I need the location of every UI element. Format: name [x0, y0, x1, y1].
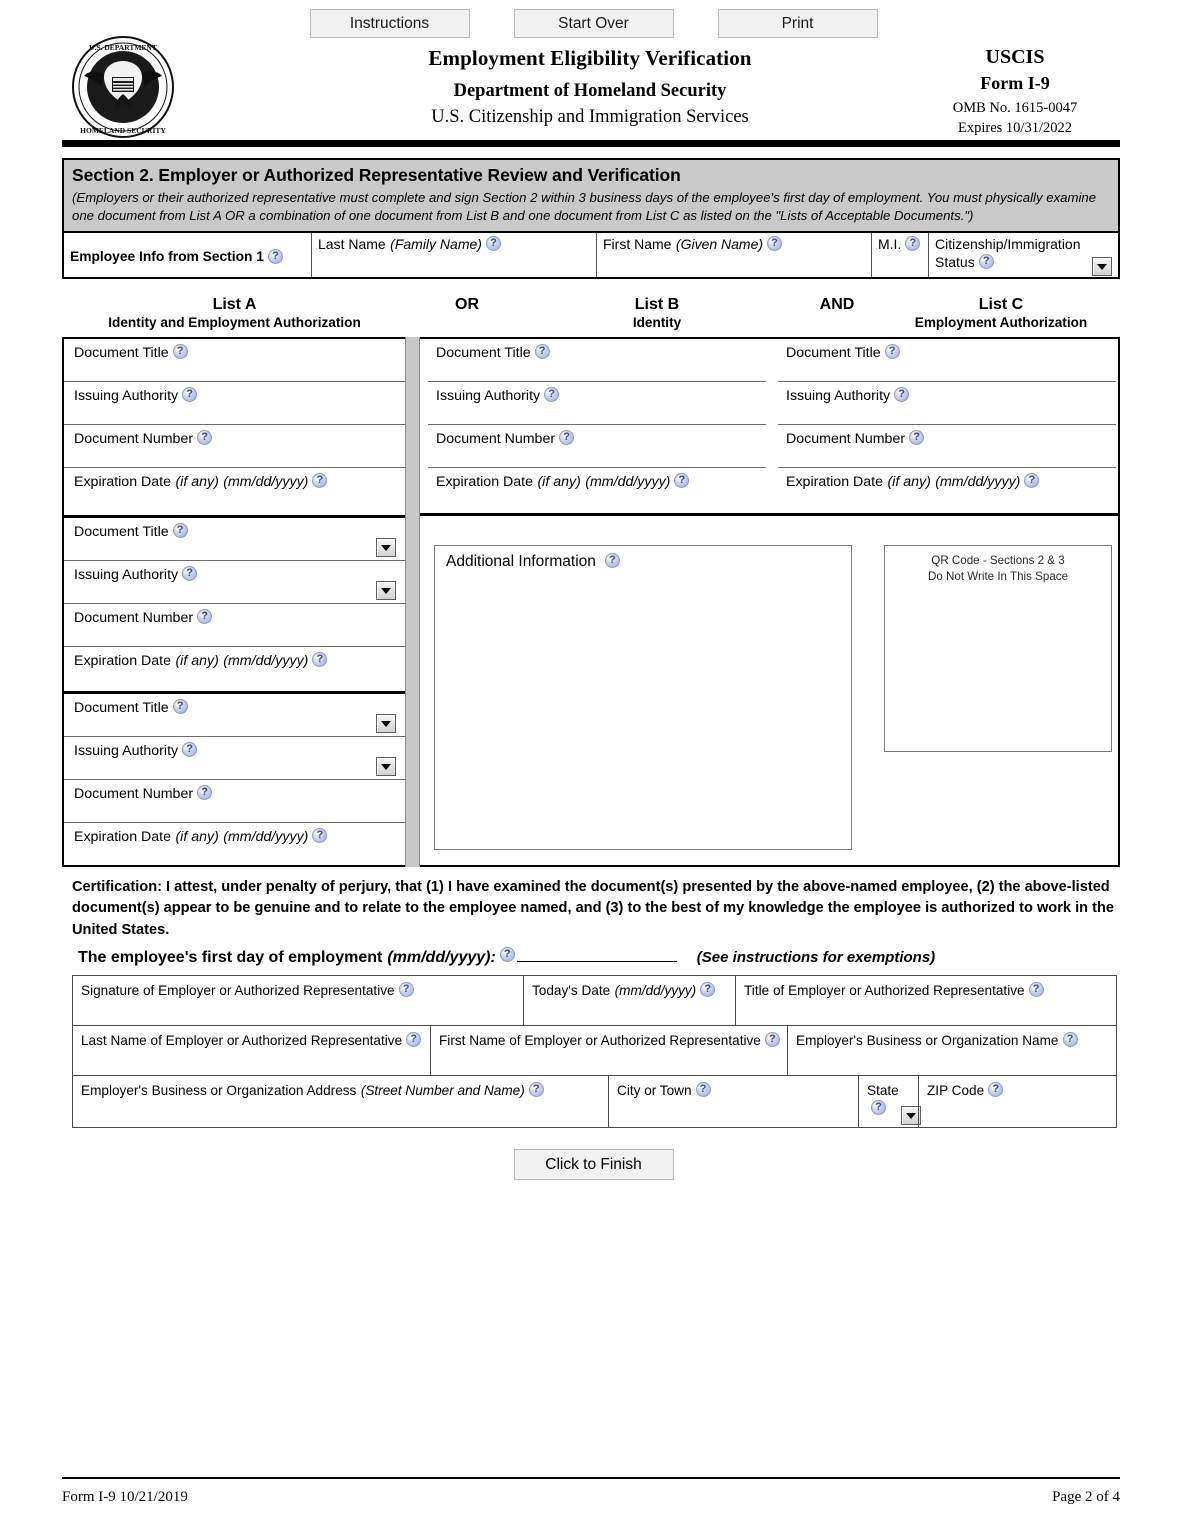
chevron-down-icon[interactable] — [376, 581, 396, 600]
footer-divider — [62, 1477, 1120, 1479]
help-icon[interactable] — [871, 1100, 886, 1115]
department-name: Department of Homeland Security — [453, 81, 727, 101]
employer-signature-label: Signature of Employer or Authorized Representative — [81, 983, 395, 998]
help-icon[interactable] — [486, 236, 501, 251]
chevron-down-icon[interactable] — [376, 714, 396, 733]
document-title-label: Document Title — [74, 345, 169, 361]
employer-city-field[interactable] — [608, 1076, 858, 1127]
footer-form-reference: Form I-9 10/21/2019 — [62, 1489, 188, 1505]
qr-code-placeholder — [884, 545, 1112, 752]
help-icon[interactable] — [529, 1082, 544, 1097]
document-number-field[interactable] — [64, 604, 405, 647]
click-to-finish-button[interactable]: Click to Finish — [514, 1149, 674, 1180]
help-icon[interactable] — [182, 387, 197, 402]
help-icon[interactable] — [173, 699, 188, 714]
first-name-label: First Name — [603, 236, 672, 253]
expiration-date-format: (mm/dd/yyyy) — [585, 474, 671, 490]
document-number-label: Document Number — [74, 431, 194, 447]
last-name-label-italic: (Family Name) — [390, 236, 482, 253]
todays-date-label: Today's Date — [532, 983, 611, 998]
expiration-date-ifany: (if any) — [175, 474, 219, 490]
first-day-format: (mm/dd/yyyy): — [387, 949, 496, 966]
first-day-label: The employee's first day of employment — [78, 949, 383, 966]
help-icon[interactable] — [500, 947, 515, 962]
and-connector: AND — [819, 296, 855, 313]
help-icon[interactable] — [988, 1082, 1003, 1097]
expiration-date-format: (mm/dd/yyyy) — [223, 474, 309, 490]
employer-last-name-label: Last Name of Employer or Authorized Representative — [81, 1033, 403, 1048]
employer-address-format: (Street Number and Name) — [360, 1083, 525, 1098]
top-toolbar — [0, 9, 1187, 38]
chevron-down-icon[interactable] — [376, 538, 396, 557]
help-icon[interactable] — [700, 982, 715, 997]
employer-title-label: Title of Employer or Authorized Representative — [744, 983, 1025, 998]
help-icon[interactable] — [197, 785, 212, 800]
help-icon[interactable] — [674, 473, 689, 488]
employee-info-row — [64, 231, 1118, 277]
document-number-field[interactable] — [64, 780, 405, 823]
expiration-date-ifany: (if any) — [175, 653, 219, 669]
employee-info-label-cell — [64, 233, 312, 277]
expiration-date-field[interactable] — [778, 468, 1116, 511]
table-row — [73, 1026, 1116, 1076]
section2-title: Section 2. Employer or Authorized Representative Review and Verification — [72, 165, 681, 185]
list-a-document-1 — [64, 339, 405, 513]
list-a-column-separator — [405, 337, 420, 867]
chevron-down-icon[interactable] — [1092, 257, 1112, 276]
section2-container — [62, 158, 1120, 279]
expiration-date-field[interactable] — [64, 823, 405, 866]
help-icon[interactable] — [1029, 982, 1044, 997]
help-icon[interactable] — [197, 609, 212, 624]
form-expiration: Expires 10/31/2022 — [958, 120, 1072, 136]
header-divider — [62, 140, 1120, 147]
list-a-title: List A — [212, 296, 257, 313]
expiration-date-label: Expiration Date — [74, 474, 171, 490]
employer-first-name-field[interactable] — [430, 1026, 787, 1075]
list-headings — [62, 296, 1120, 336]
omb-number: OMB No. 1615-0047 — [952, 100, 1078, 116]
help-icon[interactable] — [535, 344, 550, 359]
help-icon[interactable] — [173, 523, 188, 538]
document-title-label: Document Title — [436, 345, 531, 361]
help-icon[interactable] — [312, 828, 327, 843]
document-number-label: Document Number — [786, 431, 906, 447]
instructions-button[interactable]: Instructions — [310, 9, 470, 38]
employer-business-name-field[interactable] — [787, 1026, 1116, 1075]
middle-initial-label: M.I. — [878, 236, 902, 253]
see-instructions-note: (See instructions for exemptions) — [696, 949, 936, 966]
issuing-authority-label: Issuing Authority — [74, 743, 179, 759]
help-icon[interactable] — [1063, 1032, 1078, 1047]
expiration-date-label: Expiration Date — [74, 829, 171, 845]
expiration-date-ifany: (if any) — [887, 474, 931, 490]
additional-information-zone — [420, 516, 1118, 865]
qr-code-label-line2: Do Not Write In This Space — [927, 570, 1069, 584]
section2-note: (Employers or their authorized representative must complete and sign Section 2 within 3 business days of the employee's first day of employment. You must physically examine one document from List A OR a combination of one document from List B and one document from List C as listed on the "Lists of Acceptable Documents.") — [72, 190, 1097, 223]
issuing-authority-label: Issuing Authority — [74, 388, 179, 404]
document-title-field[interactable] — [64, 694, 405, 737]
document-number-field[interactable] — [64, 425, 405, 468]
help-icon[interactable] — [979, 254, 994, 269]
chevron-down-icon[interactable] — [376, 757, 396, 776]
list-c-subtitle: Employment Authorization — [914, 315, 1088, 330]
expiration-date-format: (mm/dd/yyyy) — [935, 474, 1021, 490]
help-icon[interactable] — [885, 344, 900, 359]
issuing-authority-label: Issuing Authority — [786, 388, 891, 404]
list-a-document-3 — [64, 691, 405, 865]
employer-zip-label: ZIP Code — [927, 1083, 985, 1098]
help-icon[interactable] — [182, 742, 197, 757]
list-a-subtitle: Identity and Employment Authorization — [108, 315, 361, 330]
employee-info-label: Employee Info from Section 1 — [70, 249, 264, 265]
help-icon[interactable] — [544, 387, 559, 402]
footer-page-number: Page 2 of 4 — [1052, 1489, 1120, 1505]
employer-state-label: State — [867, 1083, 899, 1098]
help-icon[interactable] — [197, 430, 212, 445]
employer-certification-table — [72, 975, 1117, 1128]
employer-city-label: City or Town — [617, 1083, 692, 1098]
expiration-date-field[interactable] — [428, 468, 766, 511]
first-day-input[interactable] — [517, 946, 677, 962]
help-icon[interactable] — [1024, 473, 1039, 488]
certification-text: Certification: I attest, under penalty of perjury, that (1) I have examined the document(s) presented by the above-named employee, (2) the above-listed document(s) appear to be genuine and to relate to the employee named, and (3) to the best of my knowledge the employee is authorized to work in the United States. — [72, 879, 1114, 938]
issuing-authority-field[interactable] — [64, 382, 405, 425]
start-over-button[interactable]: Start Over — [514, 9, 674, 38]
first-name-label-italic: (Given Name) — [675, 236, 764, 253]
expiration-date-format: (mm/dd/yyyy) — [223, 653, 309, 669]
expiration-date-label: Expiration Date — [786, 474, 883, 490]
help-icon[interactable] — [905, 236, 920, 251]
help-icon[interactable] — [399, 982, 414, 997]
help-icon[interactable] — [909, 430, 924, 445]
document-number-field[interactable] — [778, 425, 1116, 468]
citizenship-status-label: Citizenship/Immigration Status — [935, 236, 1081, 271]
first-day-of-employment-row — [78, 946, 1118, 967]
list-b-c-wrapper — [420, 339, 1116, 514]
document-title-label: Document Title — [74, 524, 169, 540]
employer-title-field[interactable] — [735, 976, 1116, 1025]
document-title-label: Document Title — [786, 345, 881, 361]
expiration-date-ifany: (if any) — [537, 474, 581, 490]
help-icon[interactable] — [312, 473, 327, 488]
employer-last-name-field[interactable] — [73, 1026, 430, 1075]
document-title-field[interactable] — [428, 339, 766, 382]
help-icon[interactable] — [173, 344, 188, 359]
employer-address-field[interactable] — [73, 1076, 608, 1127]
additional-information-label: Additional Information — [446, 553, 596, 570]
document-number-label: Document Number — [74, 786, 194, 802]
help-icon[interactable] — [559, 430, 574, 445]
help-icon[interactable] — [268, 249, 283, 264]
issuing-authority-field[interactable] — [64, 737, 405, 780]
document-title-field[interactable] — [64, 518, 405, 561]
help-icon[interactable] — [696, 1082, 711, 1097]
form-header-center — [250, 46, 930, 128]
middle-initial-field[interactable] — [872, 233, 929, 277]
employer-address-label: Employer's Business or Organization Address — [81, 1083, 357, 1098]
help-icon[interactable] — [312, 652, 327, 667]
list-a-heading — [62, 296, 407, 330]
last-name-label: Last Name — [318, 236, 386, 253]
list-b-title: List B — [634, 296, 680, 313]
svg-text:HOMELAND SECURITY: HOMELAND SECURITY — [80, 126, 166, 135]
expiration-date-field[interactable] — [64, 647, 405, 690]
todays-date-field[interactable] — [523, 976, 735, 1025]
or-connector: OR — [455, 296, 479, 313]
svg-text:U.S. DEPARTMENT: U.S. DEPARTMENT — [89, 43, 157, 52]
help-icon[interactable] — [767, 236, 782, 251]
issuing-authority-field[interactable] — [64, 561, 405, 604]
documents-grid — [62, 337, 1120, 867]
print-button[interactable]: Print — [718, 9, 878, 38]
expiration-date-field[interactable] — [64, 468, 405, 511]
employer-signature-field[interactable] — [73, 976, 523, 1025]
employer-first-name-label: First Name of Employer or Authorized Representative — [439, 1033, 761, 1048]
employer-state-field[interactable] — [858, 1076, 918, 1127]
list-b-document — [428, 339, 766, 511]
finish-button-row — [0, 1149, 1187, 1180]
document-title-field[interactable] — [778, 339, 1116, 382]
citizenship-status-field[interactable] — [929, 233, 1118, 277]
first-name-field[interactable] — [597, 233, 872, 277]
help-icon[interactable] — [765, 1032, 780, 1047]
document-title-label: Document Title — [74, 700, 169, 716]
employer-zip-field[interactable] — [918, 1076, 1116, 1127]
list-a-document-2 — [64, 515, 405, 689]
form-header-right — [905, 46, 1125, 137]
help-icon[interactable] — [182, 566, 197, 581]
agency-name: U.S. Citizenship and Immigration Services — [431, 107, 749, 127]
help-icon[interactable] — [406, 1032, 421, 1047]
table-row — [73, 1076, 1116, 1127]
additional-information-input[interactable] — [434, 545, 852, 850]
expiration-date-label: Expiration Date — [74, 653, 171, 669]
list-b-subtitle: Identity — [632, 315, 682, 330]
form-number: Form I-9 — [980, 73, 1050, 93]
help-icon[interactable] — [605, 553, 620, 568]
last-name-field[interactable] — [312, 233, 597, 277]
issuing-authority-field[interactable] — [428, 382, 766, 425]
list-c-heading — [882, 296, 1120, 330]
list-c-title: List C — [978, 296, 1024, 313]
document-number-label: Document Number — [436, 431, 556, 447]
issuing-authority-field[interactable] — [778, 382, 1116, 425]
page-title: Employment Eligibility Verification — [428, 46, 752, 70]
document-number-label: Document Number — [74, 610, 194, 626]
document-title-field[interactable] — [64, 339, 405, 382]
table-row — [73, 976, 1116, 1026]
issuing-authority-label: Issuing Authority — [436, 388, 541, 404]
issuing-authority-label: Issuing Authority — [74, 567, 179, 583]
expiration-date-label: Expiration Date — [436, 474, 533, 490]
expiration-date-ifany: (if any) — [175, 829, 219, 845]
section2-header — [64, 160, 1118, 231]
expiration-date-format: (mm/dd/yyyy) — [223, 829, 309, 845]
uscis-label: USCIS — [985, 46, 1045, 68]
document-number-field[interactable] — [428, 425, 766, 468]
help-icon[interactable] — [894, 387, 909, 402]
list-c-document — [778, 339, 1116, 511]
dhs-seal-icon — [70, 34, 176, 140]
todays-date-format: (mm/dd/yyyy) — [614, 983, 697, 998]
qr-code-label-line1: QR Code - Sections 2 & 3 — [931, 554, 1065, 567]
page-footer — [62, 1489, 1120, 1506]
employer-business-name-label: Employer's Business or Organization Name — [796, 1033, 1059, 1048]
